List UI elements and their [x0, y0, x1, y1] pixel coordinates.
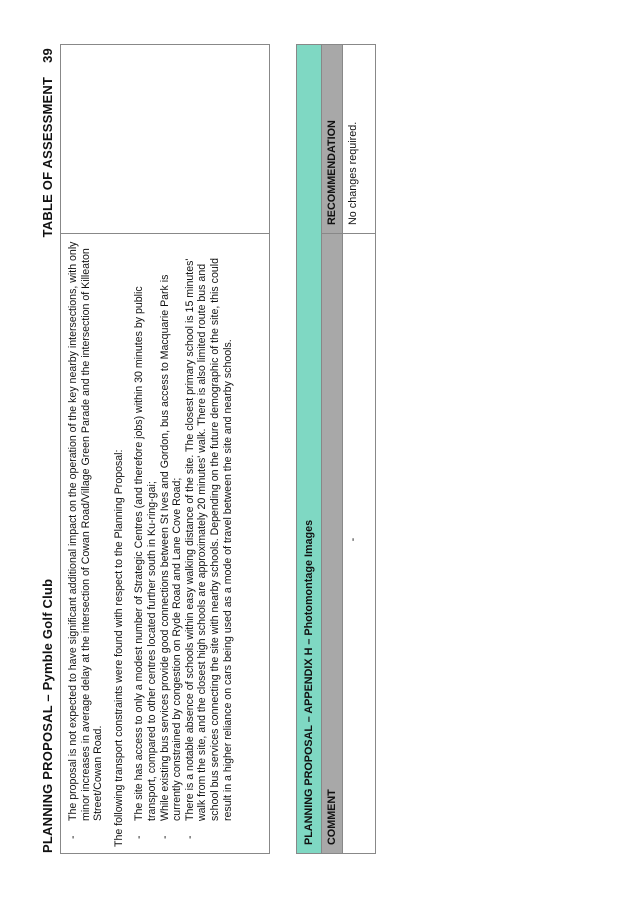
document-title: PLANNING PROPOSAL – Pymble Golf Club [40, 578, 55, 853]
section-header [40, 48, 55, 237]
constraints-list [133, 240, 234, 847]
appendix-table [296, 44, 376, 854]
assessment-recommendation-cell [61, 45, 269, 233]
list-item-text: The site has access to only a modest number of Strategic Centres (and therefore jobs) within 30 minutes by public transport, compared to other centres located further south in Ku-ring-gai; [133, 286, 158, 821]
comment-value: - [343, 233, 375, 853]
list-item [184, 240, 234, 847]
list-item-text: While existing bus services provide good connections between St Ives and Gordon, bus access to Macquarie Park is currently constrained by congestion on Ryde Road and Lane Cove Road; [158, 274, 184, 821]
table-row [343, 45, 375, 853]
list-item [133, 240, 158, 847]
constraints-intro: The following transport constraints were found with respect to the Planning Proposal: [112, 449, 125, 847]
bullet-dash: - [133, 835, 146, 839]
appendix-column-headers [322, 45, 343, 853]
bullet-dash: - [67, 835, 79, 839]
section-title: TABLE OF ASSESSMENT [40, 76, 55, 238]
list-item [159, 240, 184, 847]
bullet-dash: - [158, 835, 171, 839]
bullet-dash: - [183, 835, 196, 839]
impact-bullet [67, 240, 105, 847]
recommendation-header: RECOMMENDATION [326, 120, 338, 225]
assessment-comment-cell [61, 233, 269, 853]
assessment-table [60, 44, 270, 854]
page-number: 39 [40, 48, 55, 63]
list-item-text: There is a notable absence of schools within easy walking distance of the site. The closest primary school is 15 minutes' walk from the site, and the closest high schools are approximately 20 minutes' walk. There is also limited route bus and school bus services connecting the site with nearby schools. Depending on the future demographic of the site, this could result in a higher reliance on cars being used as a mode of travel between the site and nearby schools. [183, 258, 234, 821]
impact-text: The proposal is not expected to have significant additional impact on the operation of the key nearby intersections, with only minor increases in average delay at the intersection of Cowan Road/Village Green Parade and the intersection of Killeaton Street/Cowan Road. [67, 241, 105, 821]
recommendation-value: No changes required. [347, 121, 359, 225]
comment-header: COMMENT [322, 233, 342, 853]
appendix-title: PLANNING PROPOSAL – APPENDIX H – Photomontage Images [297, 45, 322, 853]
